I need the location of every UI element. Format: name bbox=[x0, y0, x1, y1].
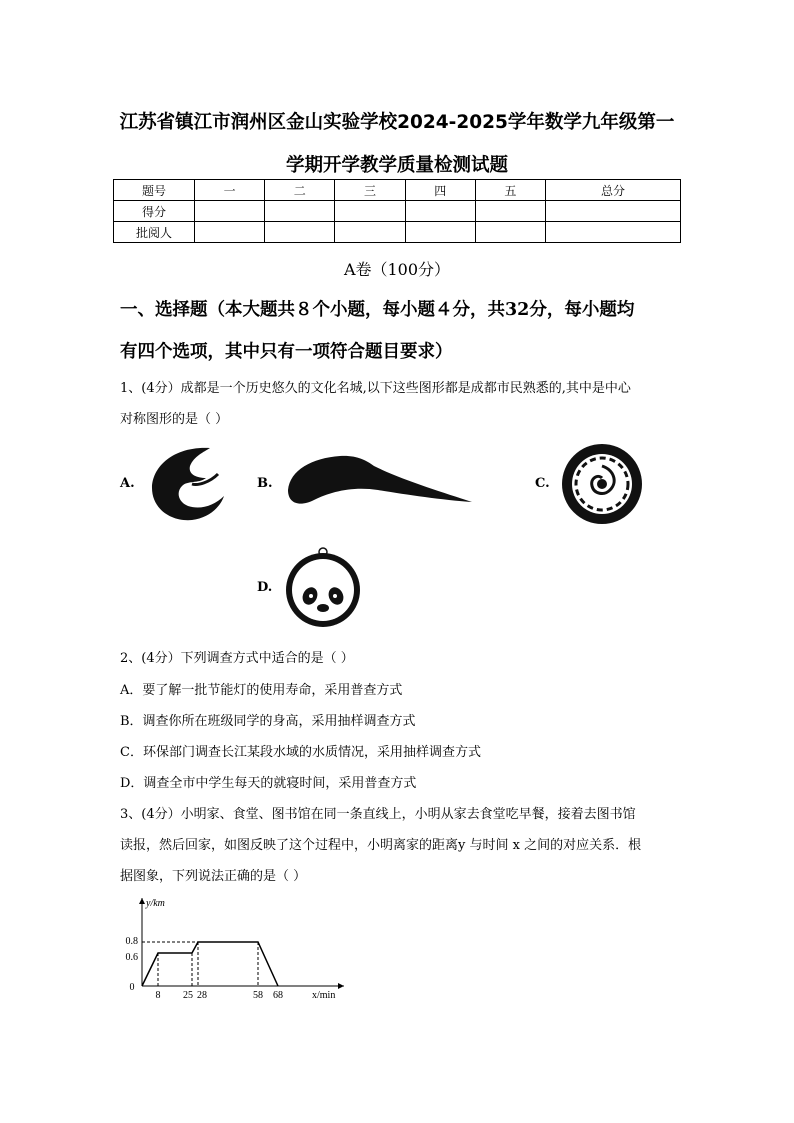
table-cell bbox=[265, 201, 335, 222]
table-cell: 批阅人 bbox=[114, 222, 195, 243]
q1-option-c-label: C. bbox=[535, 476, 550, 491]
q1-option-a-label: A. bbox=[120, 476, 135, 491]
table-cell bbox=[546, 201, 681, 222]
section-a-title: A卷（100分） bbox=[343, 260, 451, 279]
table-cell: 总分 bbox=[546, 180, 681, 201]
score-table bbox=[113, 179, 681, 243]
q2-option-c: C．环保部门调查长江某段水域的水质情况，采用抽样调查方式 bbox=[120, 745, 481, 760]
q2-option-b: B．调查你所在班级同学的身高，采用抽样调查方式 bbox=[120, 714, 416, 729]
table-cell: 一 bbox=[195, 180, 265, 201]
x-axis-label: x/min bbox=[312, 990, 336, 1001]
y-axis-arrow bbox=[139, 898, 145, 904]
page-title-line2: 学期开学教学质量检测试题 bbox=[285, 155, 508, 176]
x-tick-label: 68 bbox=[273, 990, 283, 1001]
table-row bbox=[114, 201, 681, 222]
crescent-logo-image bbox=[148, 444, 232, 524]
table-cell: 五 bbox=[475, 180, 545, 201]
table-cell bbox=[405, 201, 475, 222]
x-tick-label: 58 bbox=[253, 990, 263, 1001]
y-tick-label: 0.8 bbox=[125, 936, 138, 947]
x-tick-label: 25 bbox=[183, 990, 193, 1001]
q2-option-a: A．要了解一批节能灯的使用寿命，采用普查方式 bbox=[120, 683, 403, 698]
q2-stem: 2、(4分）下列调查方式中适合的是（ ） bbox=[120, 651, 354, 666]
q1-option-d-label: D. bbox=[257, 580, 273, 595]
table-cell: 三 bbox=[335, 180, 405, 201]
panda-logo-image bbox=[280, 546, 366, 630]
q1-option-b-label: B. bbox=[257, 476, 273, 491]
page-title-line1: 江苏省镇江市润州区金山实验学校2024-2025学年数学九年级第一 bbox=[119, 112, 675, 133]
distance-time-chart bbox=[118, 894, 350, 1006]
q3-stem-line3: 据图象，下列说法正确的是（ ） bbox=[120, 869, 307, 884]
sunbird-emblem-image bbox=[558, 440, 646, 528]
table-cell bbox=[405, 222, 475, 243]
q3-stem-line2: 读报，然后回家，如图反映了这个过程中，小明离家的距离y 与时间 x 之间的对应关系．根 bbox=[120, 838, 642, 853]
table-cell bbox=[475, 222, 545, 243]
table-row bbox=[114, 222, 681, 243]
origin-label: 0 bbox=[129, 982, 135, 993]
table-cell: 四 bbox=[405, 180, 475, 201]
table-cell bbox=[335, 222, 405, 243]
q1-stem-line2: 对称图形的是（ ） bbox=[120, 412, 229, 427]
table-cell bbox=[195, 201, 265, 222]
table-cell bbox=[265, 222, 335, 243]
table-cell: 二 bbox=[265, 180, 335, 201]
q2-option-d: D．调查全市中学生每天的就寝时间，采用普查方式 bbox=[120, 776, 417, 791]
swoosh-logo-image bbox=[282, 450, 476, 514]
y-tick-label: 0.6 bbox=[125, 952, 138, 963]
part1-heading-line1: 一、选择题（本大题共８个小题，每小题４分，共32分，每小题均 bbox=[120, 300, 635, 320]
q3-stem-line1: 3、(4分）小明家、食堂、图书馆在同一条直线上，小明从家去食堂吃早餐，接着去图书馆 bbox=[120, 807, 636, 822]
q1-stem-line1: 1、(4分）成都是一个历史悠久的文化名城,以下这些图形都是成都市民熟悉的,其中是中心 bbox=[120, 381, 631, 396]
part1-heading-line2: 有四个选项，其中只有一项符合题目要求） bbox=[120, 342, 453, 362]
table-cell: 得分 bbox=[114, 201, 195, 222]
table-row bbox=[114, 180, 681, 201]
table-cell: 题号 bbox=[114, 180, 195, 201]
table-cell bbox=[195, 222, 265, 243]
x-tick-label: 28 bbox=[197, 990, 207, 1001]
x-axis-arrow bbox=[338, 983, 344, 989]
table-cell bbox=[335, 201, 405, 222]
table-cell bbox=[546, 222, 681, 243]
x-tick-label: 8 bbox=[155, 990, 161, 1001]
table-cell bbox=[475, 201, 545, 222]
y-axis-label: y/km bbox=[146, 898, 165, 909]
